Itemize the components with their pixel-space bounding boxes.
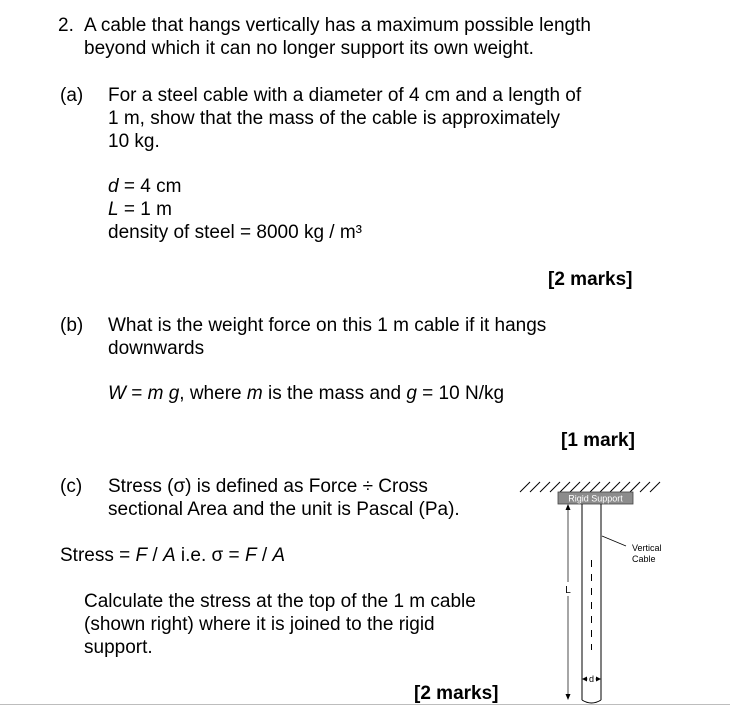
page-bottom-rule — [0, 704, 730, 705]
part-c-line-2: sectional Area and the unit is Pascal (Pa). — [108, 499, 460, 520]
length-arrow-bottom — [566, 694, 571, 700]
part-a-marks: [2 marks] — [548, 269, 633, 290]
given-length: L = 1 m — [108, 199, 172, 220]
part-a-label: (a) — [60, 85, 84, 106]
part-c-marks: [2 marks] — [414, 683, 499, 704]
part-a-line-1: For a steel cable with a diameter of 4 cm and a length of — [108, 85, 582, 106]
part-b-marks: [1 mark] — [561, 430, 635, 451]
weight-formula: W = m g, where m is the mass and g = 10 N/kg — [108, 383, 505, 404]
stress-formula: Stress = F / A i.e. σ = F / A — [60, 545, 286, 566]
part-b-label: (b) — [60, 315, 84, 336]
calc-line-1: Calculate the stress at the top of the 1 m cable — [84, 591, 476, 612]
part-b-line-1: What is the weight force on this 1 m cable if it hangs — [108, 315, 547, 336]
diameter-label: d — [588, 674, 595, 684]
part-a-line-2: 1 m, show that the mass of the cable is approximately — [108, 108, 560, 129]
part-b-line-2: downwards — [108, 338, 205, 359]
calc-line-2: (shown right) where it is joined to the rigid — [84, 614, 435, 635]
cable-leader-line — [602, 536, 626, 546]
question-number: 2. — [58, 15, 74, 36]
diameter-arrow-right — [596, 677, 601, 682]
given-density: density of steel = 8000 kg / m³ — [108, 222, 362, 243]
rigid-support-label: Rigid Support — [568, 493, 623, 504]
diameter-arrow-left — [582, 677, 587, 682]
question-stem-line-1: A cable that hangs vertically has a maximum possible length — [84, 15, 591, 36]
cable-end — [582, 700, 601, 703]
length-label: L — [565, 585, 571, 596]
cable-label-line-1: Vertical — [632, 543, 662, 553]
cable-diagram — [510, 470, 670, 706]
question-stem-line-2: beyond which it can no longer support its own weight. — [84, 38, 534, 59]
support-hatching — [520, 482, 660, 492]
part-c-label: (c) — [60, 476, 83, 497]
cable-label-line-2: Cable — [632, 554, 656, 564]
part-a-line-3: 10 kg. — [108, 131, 160, 152]
part-c-line-1: Stress (σ) is defined as Force ÷ Cross — [108, 476, 428, 497]
length-arrow-top — [566, 504, 571, 510]
calc-line-3: support. — [84, 637, 153, 658]
given-diameter: d = 4 cm — [108, 176, 182, 197]
